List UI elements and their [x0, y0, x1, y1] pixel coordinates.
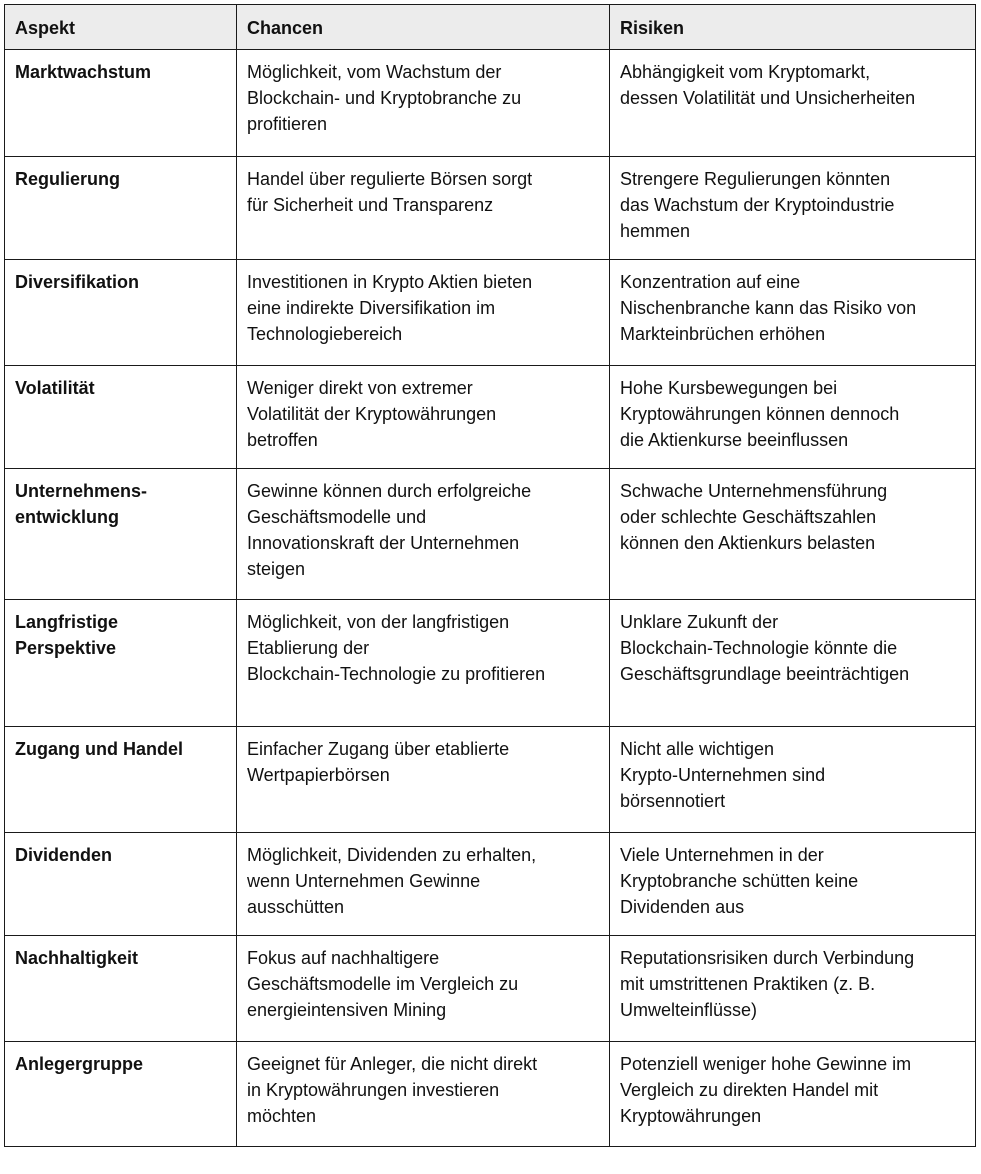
chancen-cell: [237, 600, 610, 727]
risiken-text: Schwache Unternehmensführung oder schlechte Geschäftszahlen können den Aktienkurs belasten: [620, 481, 888, 553]
comparison-table: [4, 4, 976, 1147]
header-aspekt: Aspekt: [5, 5, 237, 50]
table-row: [5, 833, 976, 936]
aspect-cell: [5, 366, 237, 469]
table-row: [5, 157, 976, 260]
aspect-cell: [5, 936, 237, 1042]
aspect-label: Volatilität: [15, 378, 95, 398]
chancen-cell: [237, 260, 610, 366]
aspect-cell: [5, 260, 237, 366]
chancen-text: Handel über regulierte Börsen sorgt für Sicherheit und Transparenz: [247, 169, 533, 215]
risiken-cell: [610, 157, 976, 260]
aspect-label: Diversifikation: [15, 272, 140, 292]
aspect-cell: [5, 600, 237, 727]
table-header: [5, 5, 976, 50]
aspect-cell: [5, 833, 237, 936]
risiken-text: Unklare Zukunft der Blockchain-Technologie könnte die Geschäftsgrundlage beeinträchtigen: [620, 612, 910, 684]
aspect-label: Marktwachstum: [15, 62, 152, 82]
aspect-cell: [5, 1042, 237, 1147]
aspect-label: Langfristige Perspektive: [15, 612, 119, 658]
chancen-cell: [237, 157, 610, 260]
chancen-cell: [237, 727, 610, 833]
risiken-text: Viele Unternehmen in der Kryptobranche schütten keine Dividenden aus: [620, 845, 859, 917]
table-body: [5, 50, 976, 1147]
table-row: [5, 1042, 976, 1147]
table-row: [5, 936, 976, 1042]
chancen-text: Möglichkeit, vom Wachstum der Blockchain- und Kryptobranche zu profitieren: [247, 62, 522, 134]
table-row: [5, 600, 976, 727]
risiken-cell: [610, 1042, 976, 1147]
risiken-text: Abhängigkeit vom Kryptomarkt, dessen Volatilität und Unsicherheiten: [620, 62, 916, 108]
aspect-cell: [5, 50, 237, 157]
chancen-text: Geeignet für Anleger, die nicht direkt in Kryptowährungen investieren möchten: [247, 1054, 538, 1126]
aspect-label: Zugang und Handel: [15, 739, 183, 759]
risiken-text: Strengere Regulierungen könnten das Wachstum der Kryptoindustrie hemmen: [620, 169, 895, 241]
table-row: [5, 50, 976, 157]
aspect-cell: [5, 157, 237, 260]
chancen-cell: [237, 833, 610, 936]
chancen-text: Einfacher Zugang über etablierte Wertpapierbörsen: [247, 739, 510, 785]
risiken-text: Konzentration auf eine Nischenbranche kann das Risiko von Markteinbrüchen erhöhen: [620, 272, 917, 344]
table-row: [5, 260, 976, 366]
chancen-text: Fokus auf nachhaltigere Geschäftsmodelle im Vergleich zu energieintensiven Mining: [247, 948, 519, 1020]
risiken-cell: [610, 936, 976, 1042]
aspect-cell: [5, 727, 237, 833]
table-row: [5, 469, 976, 600]
aspect-label: Nachhaltigkeit: [15, 948, 139, 968]
risiken-cell: [610, 366, 976, 469]
risiken-cell: [610, 260, 976, 366]
aspect-label: Dividenden: [15, 845, 113, 865]
risiken-text: Potenziell weniger hohe Gewinne im Vergleich zu direkten Handel mit Kryptowährungen: [620, 1054, 912, 1126]
risiken-text: Nicht alle wichtigen Krypto-Unternehmen sind börsennotiert: [620, 739, 826, 811]
chancen-cell: [237, 936, 610, 1042]
chancen-cell: [237, 50, 610, 157]
aspect-label: Regulierung: [15, 169, 121, 189]
table-row: [5, 366, 976, 469]
aspect-cell: [5, 469, 237, 600]
aspect-label: Anlegergruppe: [15, 1054, 144, 1074]
chancen-cell: [237, 1042, 610, 1147]
header-risiken: Risiken: [610, 5, 976, 50]
risiken-text: Reputationsrisiken durch Verbindung mit umstrittenen Praktiken (z. B. Umwelteinflüsse): [620, 948, 915, 1020]
chancen-text: Gewinne können durch erfolgreiche Geschäftsmodelle und Innovationskraft der Unternehmen steigen: [247, 481, 532, 579]
chancen-text: Möglichkeit, Dividenden zu erhalten, wenn Unternehmen Gewinne ausschütten: [247, 845, 537, 917]
chancen-cell: [237, 366, 610, 469]
chancen-cell: [237, 469, 610, 600]
risiken-text: Hohe Kursbewegungen bei Kryptowährungen können dennoch die Aktienkurse beeinflussen: [620, 378, 900, 450]
chancen-text: Weniger direkt von extremer Volatilität der Kryptowährungen betroffen: [247, 378, 497, 450]
table-row: [5, 727, 976, 833]
chancen-text: Möglichkeit, von der langfristigen Etablierung der Blockchain-Technologie zu profitieren: [247, 612, 546, 684]
header-row: [5, 5, 976, 50]
aspect-label: Unternehmens- entwicklung: [15, 481, 148, 527]
risiken-cell: [610, 50, 976, 157]
risiken-cell: [610, 833, 976, 936]
risiken-cell: [610, 600, 976, 727]
risiken-cell: [610, 727, 976, 833]
header-chancen: Chancen: [237, 5, 610, 50]
chancen-text: Investitionen in Krypto Aktien bieten eine indirekte Diversifikation im Technologiebereich: [247, 272, 533, 344]
risiken-cell: [610, 469, 976, 600]
